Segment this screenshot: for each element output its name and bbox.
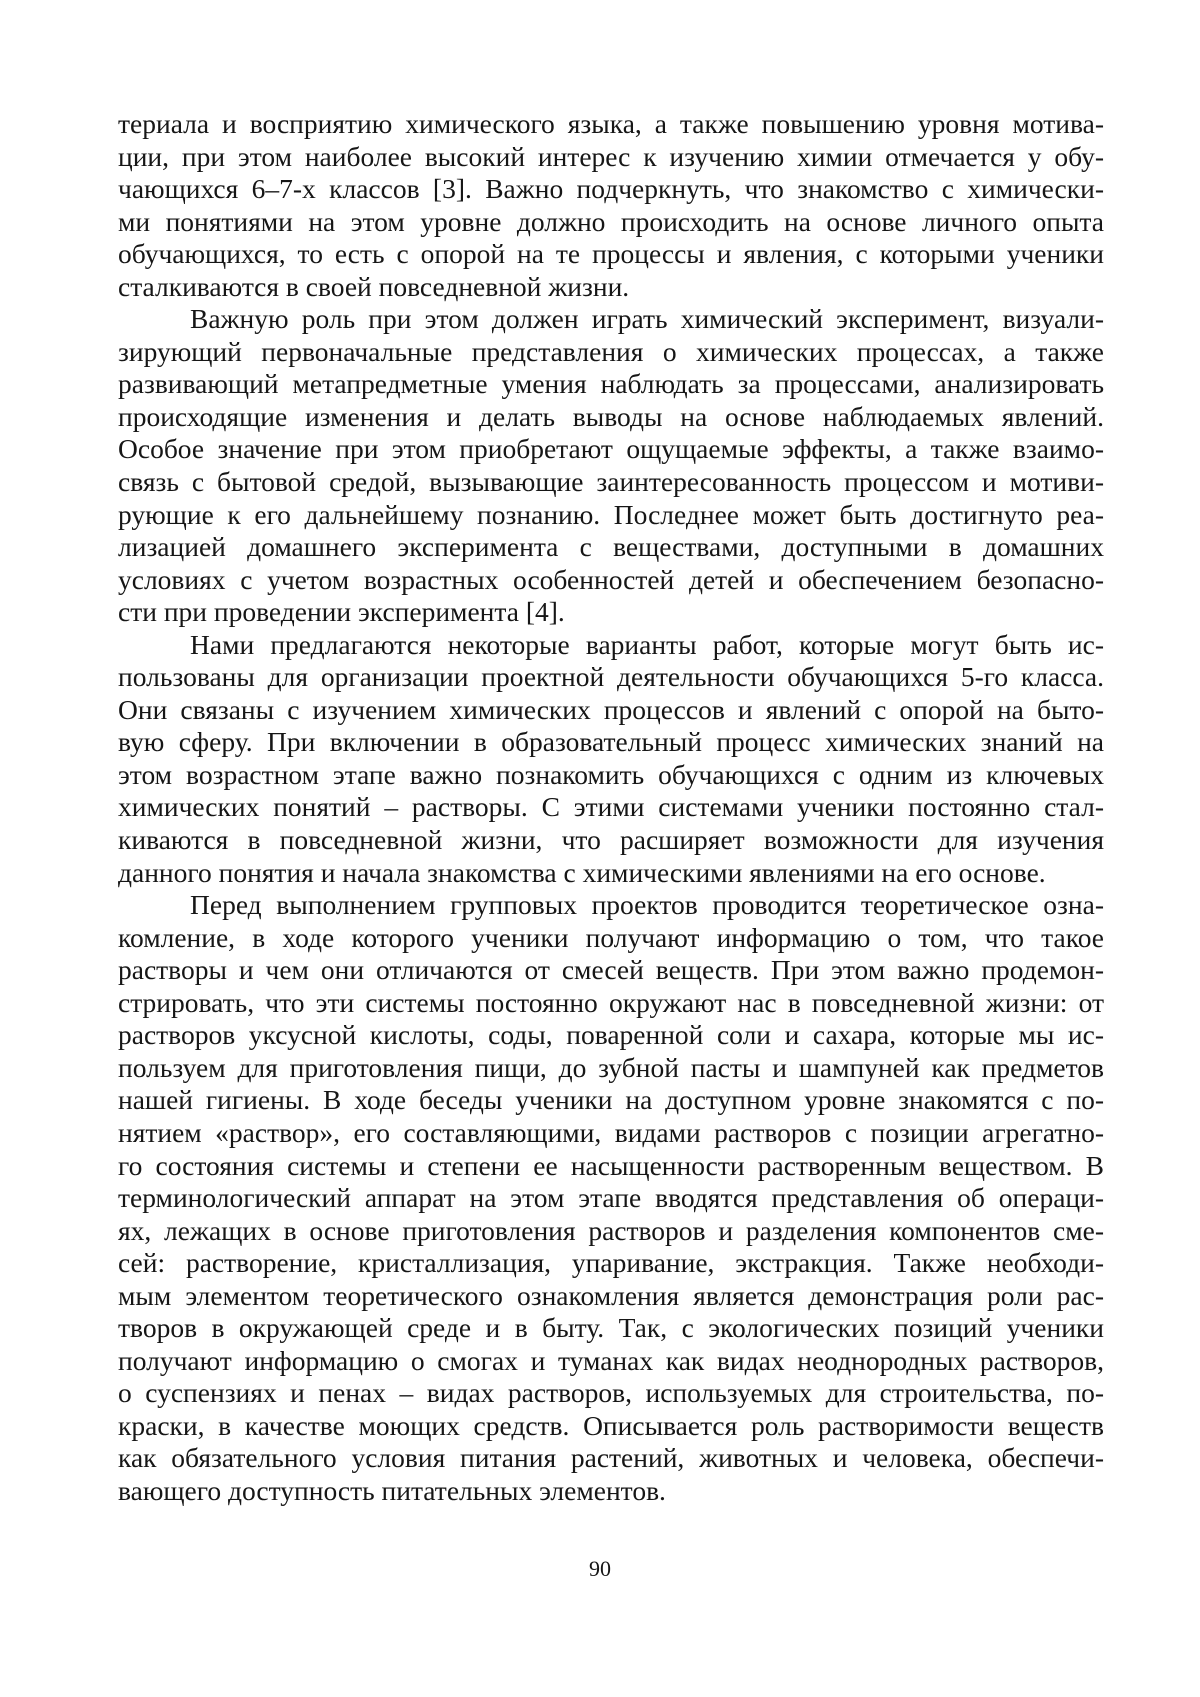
text-line: комление, в ходе которого ученики получают информацию о том, что такое xyxy=(118,921,1104,953)
text-line: происходящие изменения и делать выводы на основе наблюдаемых явлений. xyxy=(118,400,1104,432)
text-line: Нами предлагаются некоторые варианты работ, которые могут быть ис- xyxy=(190,628,1104,660)
text-line: нятием «раствор», его составляющими, видами растворов с позиции агрегатно- xyxy=(118,1116,1104,1148)
text-line: этом возрастном этапе важно познакомить обучающихся с одним из ключевых xyxy=(118,758,1104,790)
text-line: вую сферу. При включении в образовательный процесс химических знаний на xyxy=(118,726,1104,758)
text-line: химических понятий – растворы. С этими системами ученики постоянно стал- xyxy=(118,791,1104,823)
text-line: сей: растворение, кристаллизация, упаривание, экстракция. Также необходи- xyxy=(118,1247,1104,1279)
text-line: краски, в качестве моющих средств. Описывается роль растворимости веществ xyxy=(118,1409,1104,1441)
text-line: териала и восприятию химического языка, а также повышению уровня мотива- xyxy=(118,108,1104,139)
text-line: сти при проведении эксперимента [4]. xyxy=(118,596,565,628)
paragraph xyxy=(118,889,1104,1507)
page-number: 90 xyxy=(589,1556,611,1581)
text-line: вающего доступность питательных элементов. xyxy=(118,1474,666,1506)
text-line: как обязательного условия питания растений, животных и человека, обеспечи- xyxy=(118,1442,1104,1474)
text-line: Особое значение при этом приобретают ощущаемые эффекты, а также взаимо- xyxy=(118,433,1104,465)
text-line: чающихся 6–7-х классов [3]. Важно подчеркнуть, что знакомство с химически- xyxy=(118,173,1104,205)
text-line: нашей гигиены. В ходе беседы ученики на доступном уровне знакомятся с по- xyxy=(118,1084,1104,1116)
text-line: терминологический аппарат на этом этапе вводятся представления об операци- xyxy=(118,1182,1104,1214)
text-line: ми понятиями на этом уровне должно происходить на основе личного опыта xyxy=(118,205,1104,237)
text-line: растворы и чем они отличаются от смесей веществ. При этом важно продемон- xyxy=(118,954,1104,986)
text-line: стрировать, что эти системы постоянно окружают нас в повседневной жизни: от xyxy=(118,986,1104,1018)
text-line: зирующий первоначальные представления о химических процессах, а также xyxy=(118,335,1104,367)
text-line: рующие к его дальнейшему познанию. Последнее может быть достигнуто реа- xyxy=(118,498,1104,530)
text-line: данного понятия и начала знакомства с химическими явлениями на его основе. xyxy=(118,856,1046,888)
text-line: творов в окружающей среде и в быту. Так, с экологических позиций ученики xyxy=(118,1312,1104,1344)
text-line: мым элементом теоретического ознакомления является демонстрация роли рас- xyxy=(118,1279,1104,1311)
paragraph xyxy=(118,629,1104,889)
text-line: пользуем для приготовления пищи, до зубной пасты и шампуней как предметов xyxy=(118,1051,1104,1083)
text-line: обучающихся, то есть с опорой на те процессы и явления, с которыми ученики xyxy=(118,238,1104,270)
text-line: сталкиваются в своей повседневной жизни. xyxy=(118,270,630,302)
text-line: связь с бытовой средой, вызывающие заинтересованность процессом и мотиви- xyxy=(118,466,1104,498)
text-line: ции, при этом наиболее высокий интерес к изучению химии отмечается у обу- xyxy=(118,140,1104,172)
text-line: развивающий метапредметные умения наблюдать за процессами, анализировать xyxy=(118,368,1104,400)
text-line: условиях с учетом возрастных особенностей детей и обеспечением безопасно- xyxy=(118,563,1104,595)
text-line: Они связаны с изучением химических процессов и явлений с опорой на быто- xyxy=(118,693,1104,725)
text-line: лизацией домашнего эксперимента с веществами, доступными в домашних xyxy=(118,531,1104,563)
text-line: получают информацию о смогах и туманах как видах неоднородных растворов, xyxy=(118,1344,1104,1376)
body-text xyxy=(118,108,1104,1508)
paragraph xyxy=(118,303,1104,628)
text-line: о суспензиях и пенах – видах растворов, используемых для строительства, по- xyxy=(118,1377,1104,1409)
text-line: растворов уксусной кислоты, соды, поваренной соли и сахара, которые мы ис- xyxy=(118,1019,1104,1051)
text-line: го состояния системы и степени ее насыщенности растворенным веществом. В xyxy=(118,1149,1104,1181)
text-line: киваются в повседневной жизни, что расширяет возможности для изучения xyxy=(118,824,1104,856)
text-line: Перед выполнением групповых проектов проводится теоретическое озна- xyxy=(190,889,1104,921)
text-line: Важную роль при этом должен играть химический эксперимент, визуали- xyxy=(190,303,1104,335)
text-line: ях, лежащих в основе приготовления растворов и разделения компонентов сме- xyxy=(118,1214,1104,1246)
paragraph xyxy=(118,108,1104,303)
text-line: пользованы для организации проектной деятельности обучающихся 5-го класса. xyxy=(118,661,1104,693)
